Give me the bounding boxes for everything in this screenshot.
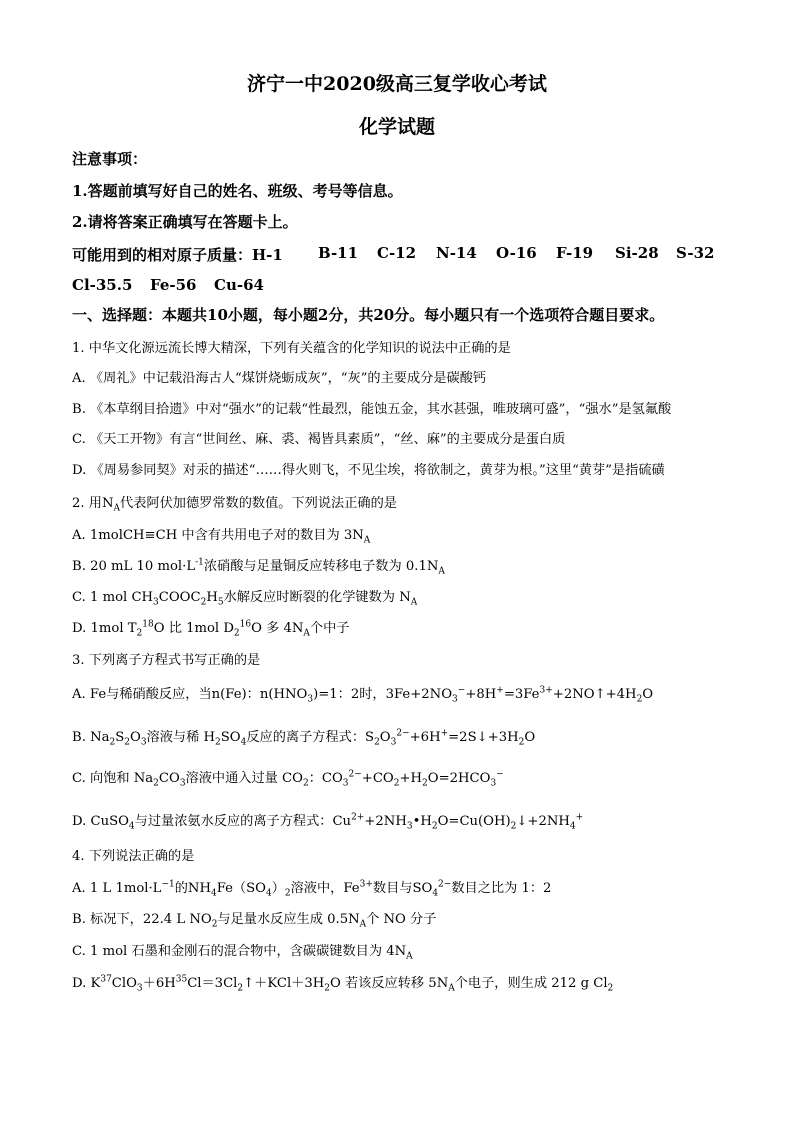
q2-option-b: B. 20 mL 10 $mol\cdot L^{-1}$浓硝酸与足量铜反应转移电子数为 $0.1N_A$ xyxy=(72,557,445,577)
q1-option-d: D. 《周易参同契》对汞的描述“……得火则飞，不见尘埃，将欲制之，黄芽为根。”这里“黄芽”是指硫磺 xyxy=(72,463,665,478)
q4-stem: 4. 下列说法正确的是 xyxy=(72,849,195,864)
exam-subtitle: 化学试题 xyxy=(358,116,435,138)
atomic-mass-item: N-14 xyxy=(436,244,477,262)
atomic-mass-item: C-12 xyxy=(377,244,417,262)
atomic-mass-label: 可能用到的相对原子质量：H-1 xyxy=(72,246,283,264)
atomic-mass-item: O-16 xyxy=(496,244,537,262)
q3-option-b: B. $Na_2S_2O_3$溶液与稀 $H_2SO_4$反应的离子方程式：$S_2O_3^{2-}+6H^+=2S↓+3H_2O$ xyxy=(72,728,536,748)
q1-option-b: B. 《本草纲目拾遗》中对“强水”的记载“性最烈，能蚀五金，其水甚强，唯玻璃可盛”，“强水”是氢氟酸 xyxy=(72,402,672,417)
q4-option-a: A. 1 L $1mol\cdot L^{-1}$的$NH_4Fe(SO_4)_2$溶液中，$Fe^{3+}$数目与$SO_4^{2-}$数目之比为 1：2 xyxy=(72,879,552,899)
q4-option-c: C. 1 mol 石墨和金刚石的混合物中，含碳碳键数目为 $4N_A$ xyxy=(72,944,413,962)
notice-item-1: 1.答题前填写好自己的姓名、班级、考号等信息。 xyxy=(72,182,403,200)
q2-option-c: C. 1 mol $CH_3COOC_2H_5$水解反应时断裂的化学键数为 $N_A$ xyxy=(72,590,418,608)
q3-stem: 3. 下列离子方程式书写正确的是 xyxy=(72,653,261,668)
q3-option-d: D. CuSO$_4$与过量浓氨水反应的离子方程式：$Cu^{2+}+2NH_3•H_2O=Cu(OH)_2↓+2NH_4^+$ xyxy=(72,812,584,832)
q3-option-c: C. 向饱和 $Na_2CO_3$溶液中通入过量 $CO_2$：$CO_3^{2-}+CO_2+H_2O=2HCO_3^-$ xyxy=(72,769,504,789)
atomic-mass-item: Cu-64 xyxy=(214,276,264,294)
q1-option-a: A. 《周礼》中记载沿海古人“煤饼烧蛎成灰”，“灰”的主要成分是碳酸钙 xyxy=(72,371,487,386)
atomic-mass-item: B-11 xyxy=(318,244,359,262)
atomic-mass-item: Si-28 xyxy=(615,244,659,262)
atomic-mass-item: Fe-56 xyxy=(150,276,197,294)
section-heading: 一、选择题：本题共10小题，每小题2分，共20分。每小题只有一个选项符合题目要求。 xyxy=(72,306,665,324)
q2-stem: 2. 用$N_A$代表阿伏加德罗常数的数值。下列说法正确的是 xyxy=(72,496,397,514)
q4-option-d: D. $K^{37}ClO_3+6H^{35}Cl=3Cl_2↑+KCl+3H_2O$ 若该反应转移 $5N_A$个电子，则生成 212 g $Cl_2$ xyxy=(72,974,614,994)
q4-option-b: B. 标况下，22.4 L $NO_2$与足量水反应生成 $0.5N_A$个 NO 分子 xyxy=(72,912,437,930)
atomic-mass-item: F-19 xyxy=(556,244,594,262)
q2-option-d: D. 1mol $T_2^{18}O$ 比 1mol $D_2^{16}O$ 多 $4N_A$个中子 xyxy=(72,619,350,639)
atomic-mass-item: S-32 xyxy=(676,244,715,262)
q1-option-c: C. 《天工开物》有言“世间丝、麻、裘、褐皆具素质”，“丝、麻”的主要成分是蛋白质 xyxy=(72,432,566,447)
exam-title: 济宁一中2020级高三复学收心考试 xyxy=(247,73,547,95)
q3-option-a: A. Fe与稀硝酸反应，当n(Fe)：$n(HNO_3)=1$：2时，$3Fe+2NO_3^-+8H^+=3Fe^{3+}+2NO↑+4H_2O$ xyxy=(72,685,654,705)
notice-heading: 注意事项： xyxy=(72,150,148,168)
q2-option-a: A. 1molCH≡CH 中含有共用电子对的数目为 $3N_A$ xyxy=(72,528,371,546)
q1-stem: 1. 中华文化源远流长博大精深，下列有关蕴含的化学知识的说法中正确的是 xyxy=(72,341,511,356)
notice-item-2: 2.请将答案正确填写在答题卡上。 xyxy=(72,213,298,231)
atomic-mass-item: Cl-35.5 xyxy=(72,276,133,294)
